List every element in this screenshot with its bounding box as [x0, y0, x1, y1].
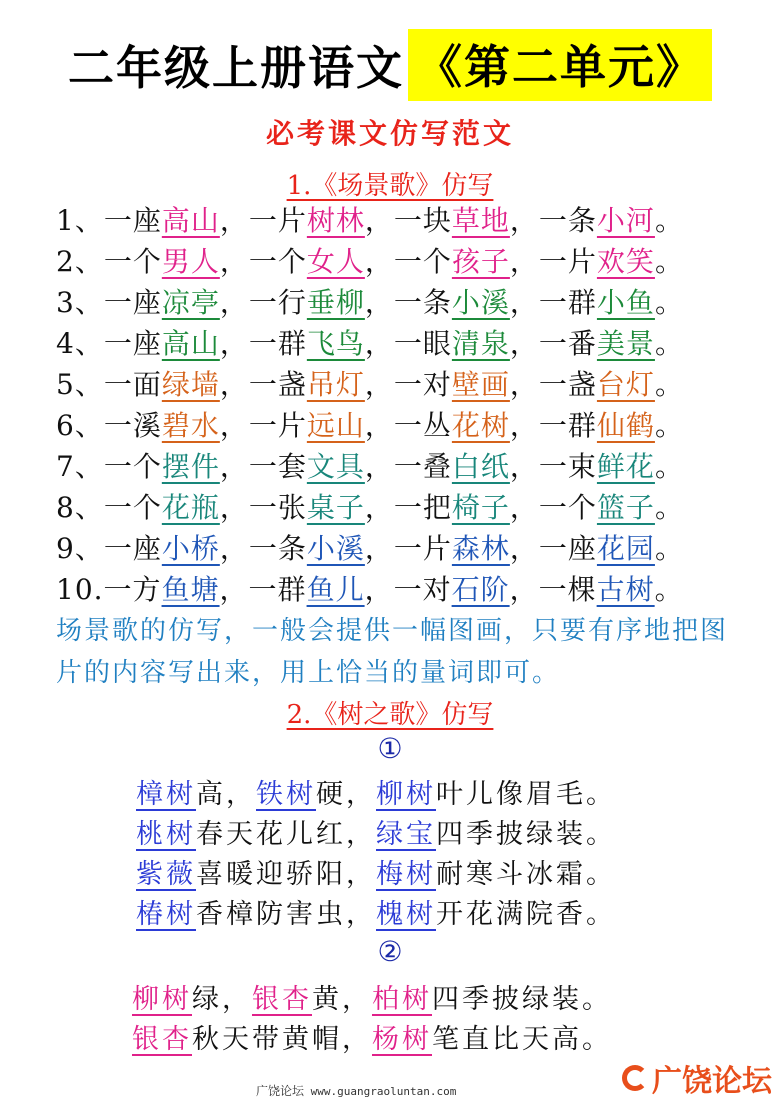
text-segment: ，一群	[509, 286, 597, 319]
fill-word: 白纸	[451, 450, 510, 483]
fill-word: 铁树	[256, 779, 316, 810]
text-segment: ，一条	[509, 204, 597, 237]
title-main: 二年级上册语文	[68, 41, 404, 95]
text-segment: ，一叠	[364, 450, 452, 483]
poem-line	[132, 980, 692, 1020]
fill-word: 绿宝	[376, 819, 436, 850]
poem-line	[136, 775, 696, 815]
fill-word: 美景	[596, 327, 655, 360]
text-segment: 。	[654, 327, 684, 360]
fill-word: 花树	[451, 409, 510, 442]
text-segment: 。	[654, 368, 684, 401]
text-segment: 秋天带黄帽，	[192, 1024, 372, 1055]
text-segment: ，一对	[364, 573, 452, 606]
example-line	[56, 569, 756, 610]
fill-word: 桌子	[306, 491, 365, 524]
text-segment: 2、一个	[56, 245, 162, 278]
logo-icon	[622, 1065, 648, 1091]
fill-word: 飞鸟	[306, 327, 365, 360]
fill-word: 花园	[596, 532, 655, 565]
text-segment: 笔直比天高。	[432, 1024, 612, 1055]
fill-word: 台灯	[596, 368, 655, 401]
circled-number-1: ①	[377, 732, 403, 765]
text-segment: ，一盏	[509, 368, 597, 401]
fill-word: 银杏	[132, 1024, 192, 1055]
fill-word: 绿墙	[161, 368, 220, 401]
fill-word: 柏树	[372, 984, 432, 1015]
text-segment: 。	[654, 573, 684, 606]
text-segment: ，一番	[509, 327, 597, 360]
example-line	[56, 487, 756, 528]
circled-number-2: ②	[377, 935, 403, 968]
fill-word: 椅子	[451, 491, 510, 524]
footer-site-name: 广饶论坛	[256, 1084, 305, 1098]
text-segment: 7、一个	[56, 450, 162, 483]
text-segment: 香樟防害虫，	[196, 899, 376, 930]
fill-word: 仙鹤	[596, 409, 655, 442]
fill-word: 凉亭	[161, 286, 220, 319]
text-segment: ，一套	[219, 450, 307, 483]
text-segment: ，一束	[509, 450, 597, 483]
fill-word: 柳树	[376, 779, 436, 810]
example-line	[56, 200, 756, 241]
text-segment: 9、一座	[56, 532, 162, 565]
text-segment: ，一群	[219, 573, 307, 606]
logo-text: 广饶论坛	[652, 1064, 772, 1099]
example-line	[56, 241, 756, 282]
example-line	[56, 323, 756, 364]
fill-word: 壁画	[451, 368, 510, 401]
text-segment: ，一棵	[509, 573, 597, 606]
poem-line	[136, 815, 696, 855]
fill-word: 森林	[451, 532, 510, 565]
poem-1	[136, 775, 696, 935]
fill-word: 杨树	[372, 1024, 432, 1055]
fill-word: 吊灯	[306, 368, 365, 401]
fill-word: 高山	[161, 204, 220, 237]
text-segment: 叶儿像眉毛。	[436, 779, 616, 810]
poem-2	[132, 980, 692, 1060]
fill-word: 碧水	[161, 409, 220, 442]
fill-word: 孩子	[451, 245, 510, 278]
poem-line	[136, 895, 696, 935]
example-line	[56, 446, 756, 487]
text-segment: ，一片	[219, 409, 307, 442]
text-segment: ，一群	[219, 327, 307, 360]
text-segment: ，一片	[509, 245, 597, 278]
fill-word: 摆件	[161, 450, 220, 483]
fill-word: 古树	[596, 573, 655, 606]
footer-url: www.guangraoluntan.com	[310, 1085, 457, 1098]
text-segment: 5、一面	[56, 368, 162, 401]
text-segment: 。	[654, 204, 684, 237]
text-segment: 。	[654, 286, 684, 319]
fill-word: 清泉	[451, 327, 510, 360]
fill-word: 鱼塘	[161, 573, 220, 606]
text-segment: ，一片	[364, 532, 452, 565]
fill-word: 小河	[596, 204, 655, 237]
fill-word: 花瓶	[161, 491, 220, 524]
text-segment: ，一把	[364, 491, 452, 524]
text-segment: 。	[654, 245, 684, 278]
fill-word: 柳树	[132, 984, 192, 1015]
fill-word: 鲜花	[596, 450, 655, 483]
text-segment: 1、一座	[56, 204, 162, 237]
text-segment: 黄，	[312, 984, 372, 1015]
example-line	[56, 364, 756, 405]
text-segment: 。	[654, 409, 684, 442]
text-segment: ，一盏	[219, 368, 307, 401]
text-segment: 10.一方	[56, 573, 162, 606]
site-logo	[622, 1056, 772, 1100]
text-segment: 。	[654, 532, 684, 565]
fill-word: 树林	[306, 204, 365, 237]
fill-word: 小鱼	[596, 286, 655, 319]
text-segment: ，一群	[509, 409, 597, 442]
section1-lines	[56, 200, 756, 610]
text-segment: 硬，	[316, 779, 376, 810]
fill-word: 女人	[306, 245, 365, 278]
section1-note: 场景歌的仿写，一般会提供一幅图画，只要有序地把图片的内容写出来，用上恰当的量词即可。	[56, 616, 729, 688]
text-segment: ，一座	[509, 532, 597, 565]
fill-word: 小桥	[161, 532, 220, 565]
fill-word: 樟树	[136, 779, 196, 810]
page-title	[0, 26, 780, 104]
poem-line	[136, 855, 696, 895]
text-segment: 喜暖迎骄阳，	[196, 859, 376, 890]
text-segment: ，一张	[219, 491, 307, 524]
text-segment: 四季披绿装。	[432, 984, 612, 1015]
section1-title: 1.《场景歌》仿写	[286, 171, 494, 201]
fill-word: 欢笑	[596, 245, 655, 278]
text-segment: 耐寒斗冰霜。	[436, 859, 616, 890]
example-line	[56, 282, 756, 323]
fill-word: 紫薇	[136, 859, 196, 890]
fill-word: 桃树	[136, 819, 196, 850]
text-segment: 。	[654, 491, 684, 524]
text-segment: ，一丛	[364, 409, 452, 442]
fill-word: 石阶	[451, 573, 510, 606]
fill-word: 小溪	[451, 286, 510, 319]
fill-word: 槐树	[376, 899, 436, 930]
text-segment: 春天花儿红，	[196, 819, 376, 850]
text-segment: 高，	[196, 779, 256, 810]
text-segment: ，一块	[364, 204, 452, 237]
section2-title: 2.《树之歌》仿写	[286, 700, 494, 730]
fill-word: 文具	[306, 450, 365, 483]
text-segment: ，一条	[219, 532, 307, 565]
footer	[256, 1082, 456, 1099]
subtitle: 必考课文仿写范文	[265, 117, 514, 150]
text-segment: 4、一座	[56, 327, 162, 360]
fill-word: 垂柳	[306, 286, 365, 319]
text-segment: 四季披绿装。	[436, 819, 616, 850]
fill-word: 篮子	[596, 491, 655, 524]
text-segment: ，一个	[219, 245, 307, 278]
text-segment: 8、一个	[56, 491, 162, 524]
text-segment: ，一眼	[364, 327, 452, 360]
text-segment: ，一条	[364, 286, 452, 319]
fill-word: 小溪	[306, 532, 365, 565]
text-segment: 。	[654, 450, 684, 483]
text-segment: 开花满院香。	[436, 899, 616, 930]
fill-word: 银杏	[252, 984, 312, 1015]
text-segment: ，一个	[364, 245, 452, 278]
text-segment: 绿，	[192, 984, 252, 1015]
text-segment: 6、一溪	[56, 409, 162, 442]
text-segment: 3、一座	[56, 286, 162, 319]
fill-word: 鱼儿	[306, 573, 365, 606]
fill-word: 高山	[161, 327, 220, 360]
fill-word: 远山	[306, 409, 365, 442]
fill-word: 梅树	[376, 859, 436, 890]
text-segment: ，一个	[509, 491, 597, 524]
example-line	[56, 405, 756, 446]
text-segment: ，一行	[219, 286, 307, 319]
example-line	[56, 528, 756, 569]
fill-word: 草地	[451, 204, 510, 237]
text-segment: ，一对	[364, 368, 452, 401]
poem-line	[132, 1020, 692, 1060]
title-highlight: 《第二单元》	[408, 29, 712, 101]
text-segment: ，一片	[219, 204, 307, 237]
fill-word: 男人	[161, 245, 220, 278]
fill-word: 椿树	[136, 899, 196, 930]
